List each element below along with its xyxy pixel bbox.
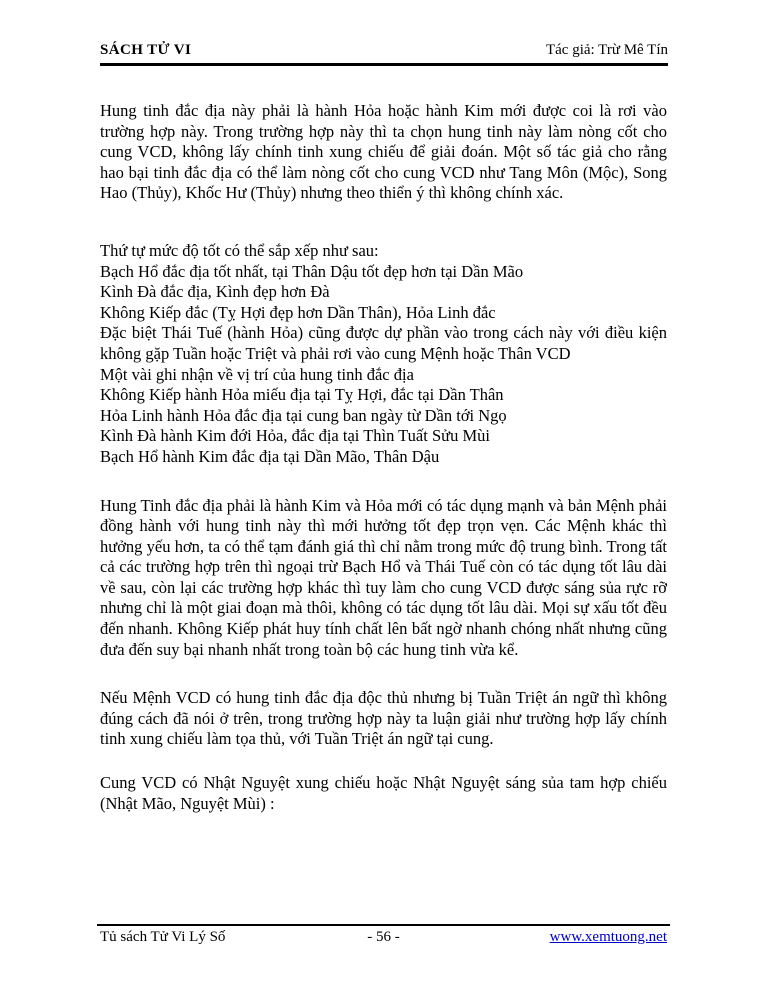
page-body bbox=[100, 101, 667, 814]
list-line: Hỏa Linh hành Hỏa đắc địa tại cung ban ngày từ Dần tới Ngọ bbox=[100, 405, 507, 425]
paragraph: Cung VCD có Nhật Nguyệt xung chiếu hoặc Nhật Nguyệt sáng sủa tam hợp chiếu (Nhật Mão, Nguyệt Mùi) : bbox=[100, 773, 667, 813]
list-line: Kình Đà hành Kim đới Hỏa, đắc địa tại Thìn Tuất Sửu Mùi bbox=[100, 426, 490, 446]
page-footer bbox=[100, 929, 667, 946]
list-line: Không Kiếp đắc (Tỵ Hợi đẹp hơn Dần Thân), Hỏa Linh đắc bbox=[100, 302, 496, 322]
list-line: Không Kiếp hành Hỏa miếu địa tại Tỵ Hợi, đắc tại Dần Thân bbox=[100, 385, 504, 405]
footer-series-title: Tủ sách Tử Vi Lý Số bbox=[100, 929, 226, 945]
book-title: SÁCH TỬ VI bbox=[100, 42, 192, 58]
list-line: Bạch Hổ đắc địa tốt nhất, tại Thân Dậu tốt đẹp hơn tại Dần Mão bbox=[100, 261, 524, 281]
list-line: Một vài ghi nhận về vị trí của hung tinh đắc địa bbox=[100, 364, 414, 384]
list-line: Thứ tự mức độ tốt có thể sắp xếp như sau: bbox=[100, 240, 379, 260]
ranking-list bbox=[100, 241, 667, 468]
footer-divider bbox=[97, 924, 670, 926]
list-line: Kình Đà đắc địa, Kình đẹp hơn Đà bbox=[100, 282, 330, 302]
list-line: Đặc biệt Thái Tuế (hành Hỏa) cũng được dự phần vào trong cách này với điều kiện không gặp Tuần hoặc Triệt và phải rơi vào cung Mệnh hoặc Thân VCD bbox=[100, 323, 667, 363]
list-line: Bạch Hổ hành Kim đắc địa tại Dần Mão, Thân Dậu bbox=[100, 446, 440, 466]
footer-website-link[interactable]: www.xemtuong.net bbox=[549, 929, 667, 945]
paragraph: Hung Tinh đắc địa phải là hành Kim và Hỏa mới có tác dụng mạnh và bản Mệnh phải đồng hành với hung tinh này thì mới hưởng tốt đẹp trọn vẹn. Các Mệnh khác thì hưởng yếu hơn, ta có thể tạm đánh giá thì chỉ nằm trong mức độ trung bình. Trong tất cả các trường hợp trên thì ngoại trừ Bạch Hổ và Thái Tuế còn có tác dụng tốt lâu dài về sau, còn lại các trường hợp khác thì tuy làm cho cung VCD được sáng sủa rực rỡ nhưng chỉ là một giai đoạn mà thôi, không có tác dụng tốt lâu dài. Mọi sự xấu tốt đều đến nhanh. Không Kiếp phát huy tính chất lên bất ngờ nhanh chóng nhất nhưng cũng đưa đến suy bại nhanh nhất trong toàn bộ các hung tinh vừa kể. bbox=[100, 495, 667, 659]
footer-page-number: - 56 - bbox=[367, 929, 400, 945]
page-header bbox=[100, 42, 668, 66]
author-credit: Tác giả: Trừ Mê Tín bbox=[545, 42, 668, 58]
paragraph: Nếu Mệnh VCD có hung tinh đắc địa độc thủ nhưng bị Tuần Triệt án ngữ thì không đúng cách đã nói ở trên, trong trường hợp này ta luận giải như trường hợp lấy chính tinh xung chiếu làm tọa thủ, với Tuần Triệt án ngữ tại cung. bbox=[100, 688, 667, 749]
paragraph: Hung tinh đắc địa này phải là hành Hỏa hoặc hành Kim mới được coi là rơi vào trường hợp này. Trong trường hợp này thì ta chọn hung tinh này làm nòng cốt cho cung VCD, không lấy chính tinh xung chiếu để giải đoán. Một số tác giả cho rằng hao bại tinh đắc địa có thể làm nòng cốt cho cung VCD như Tang Môn (Mộc), Song Hao (Thủy), Khốc Hư (Thủy) nhưng theo thiển ý thì không chính xác. bbox=[100, 101, 667, 203]
